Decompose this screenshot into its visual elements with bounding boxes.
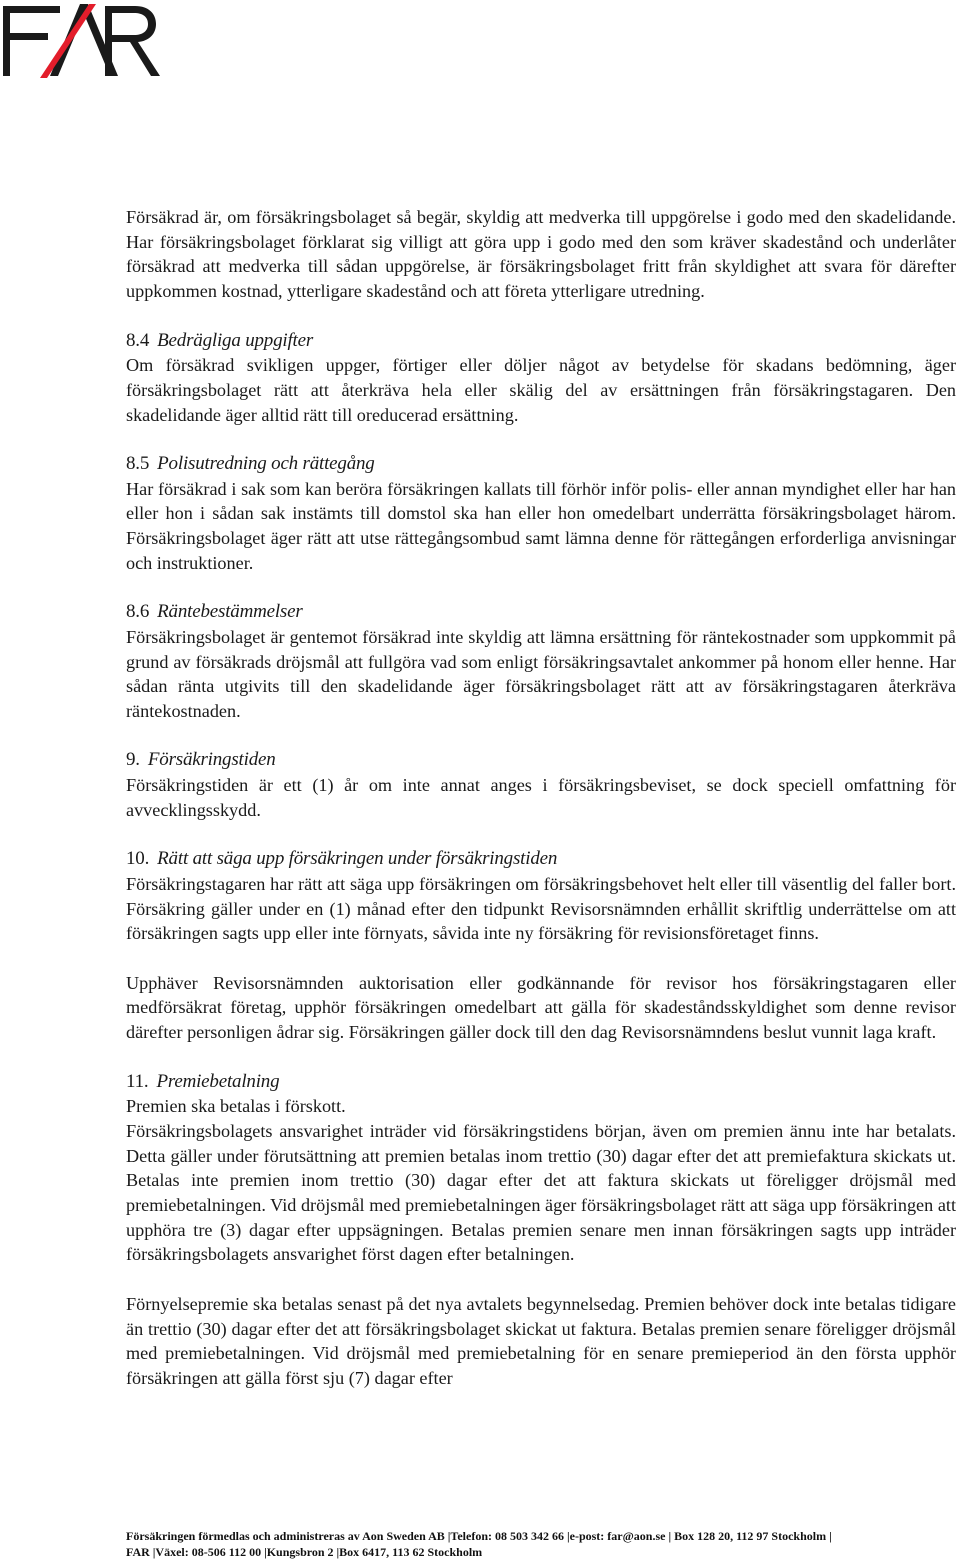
section-heading-8-4 [126, 329, 956, 354]
footer-line-1: Försäkringen förmedlas och administreras av Aon Sweden AB |Telefon: 08 503 342 66 |e-post: far@aon.se | Box 128 20, 112 97 Stockholm | [126, 1529, 832, 1543]
section-heading-8-5 [126, 452, 956, 477]
section-heading-10 [126, 847, 956, 872]
section-heading-11 [126, 1070, 956, 1095]
section-number: 9. [126, 749, 140, 771]
paragraph-medverkan: Försäkrad är, om försäkringsbolaget så begär, skyldig att medverka till uppgörelse i godo med den skadelidande. Har försäkringsbolaget förklarat sig villigt att göra upp i godo med den som kräver skadestånd och underlåter försäkrad att medverka till sådan uppgörelse, är försäkringsbolaget fritt från skyldighet att svara för därefter uppkommen kostnad, ytterligare skadestånd och att företa ytterligare utredning. [126, 207, 956, 302]
far-logo-red-bar [40, 4, 96, 78]
section-number: 8.4 [126, 329, 150, 351]
page-footer [126, 1528, 956, 1560]
section-number: 8.5 [126, 453, 150, 474]
section-body-8-6: Försäkringsbolaget är gentemot försäkrad inte skyldig att lämna ersättning för räntekostnader som uppkommit på grund av försäkrads dröjsmål att fullgöra vad som enligt försäkringsavtalet ankommer på honom eller henne. Har sådan ränta utgivits till den skadelidande äger försäkringsbolaget rätt att av försäkringstagaren återkräva räntekostnaden. [126, 626, 956, 722]
document-body [126, 205, 956, 1391]
section-line-11: Premien ska betalas i förskott. [126, 1096, 346, 1117]
section-body-11-b: Förnyelsepremie ska betalas senast på det nya avtalets begynnelsedag. Premien behöver dock inte betalas tidigare än trettio (30) dagar efter det att försäkringsbolaget skickat ut faktura. Betalas premien senare föreligger dröjsmål med premiebetalningen. Vid dröjsmål med premiebetalning för en senare premieperiod än den första upphör försäkringen att gälla först sju (7) dagar efter [126, 1293, 956, 1388]
section-number: 10. [126, 848, 150, 870]
footer-line-2: FAR |Växel: 08-506 112 00 |Kungsbron 2 |Box 6417, 113 62 Stockholm [126, 1545, 483, 1559]
section-body-10: Försäkringstagaren har rätt att säga upp försäkringen om försäkringsbehovet helt eller till väsentlig del faller bort. Försäkring gäller under en (1) månad efter den tidpunkt Revisorsnämnden erhållit skriftlig underrättelse om att försäkringen sagts upp eller inte förnyats, såvida inte ny försäkring för revisionsföretaget finns. [126, 873, 956, 944]
section-title: Rätt att säga upp försäkringen under försäkringstiden [157, 848, 558, 870]
section-body-9: Försäkringstiden är ett (1) år om inte annat anges i försäkringsbeviset, se dock speciell omfattning för avvecklingsskydd. [126, 775, 956, 820]
section-title: Räntebestämmelser [157, 601, 303, 623]
section-heading-8-6 [126, 600, 956, 625]
section-body-8-4: Om försäkrad svikligen uppger, förtiger eller döljer något av betydelse för skadans bedömning, äger försäkringsbolaget rätt att återkräva hela eller skälig del av ersättningen från försäkringstagaren. Den skadelidande äger alltid rätt till oreducerad ersättning. [126, 355, 956, 425]
section-title: Premiebetalning [156, 1070, 280, 1092]
section-number: 8.6 [126, 601, 150, 623]
far-logo [0, 0, 165, 80]
section-title: Bedrägliga uppgifter [157, 329, 314, 351]
section-number: 11. [126, 1070, 149, 1092]
section-title: Polisutredning och rättegång [157, 453, 375, 474]
section-body-11: Försäkringsbolagets ansvarighet inträder vid försäkringstidens början, även om premien ännu inte har betalats. Detta gäller under förutsättning att premien betalas inom trettio (30) dagar efter det att premiefaktura skickats ut. Betalas inte premien inom trettio (30) dagar efter det att faktura skickats ut föreligger dröjsmål med premiebetalningen. Vid dröjsmål med premiebetalningen äger försäkringsbolaget rätt att säga upp försäkringen att upphöra tre (3) dagar efter uppsägningen. Betalas premien senare men innan försäkringen sagts upp inträder försäkringsbolagets ansvarighet först dagen efter betalningen. [126, 1120, 956, 1265]
section-title: Försäkringstiden [147, 749, 276, 771]
section-heading-9 [126, 748, 956, 773]
section-body-8-5: Har försäkrad i sak som kan beröra försäkringen kallats till förhör inför polis- eller annan myndighet eller har han eller hon i sådan sak instämts till domstol ska han eller hon omedelbart underrätta försäkringsbolaget härom. Försäkringsbolaget äger rätt att utse rättegångsombud samt lämna denne för rättegången erforderliga anvisningar och instruktioner. [126, 478, 956, 573]
section-body-10-b: Upphäver Revisorsnämnden auktorisation eller godkännande för revisor hos försäkringstagaren eller medförsäkrat företag, upphör försäkringen omedelbart att gälla för skadeståndsskyldighet som denne revisor därefter personligen ådrar sig. Försäkringen gäller dock till den dag Revisorsnämndens beslut vunnit laga kraft. [126, 972, 956, 1043]
